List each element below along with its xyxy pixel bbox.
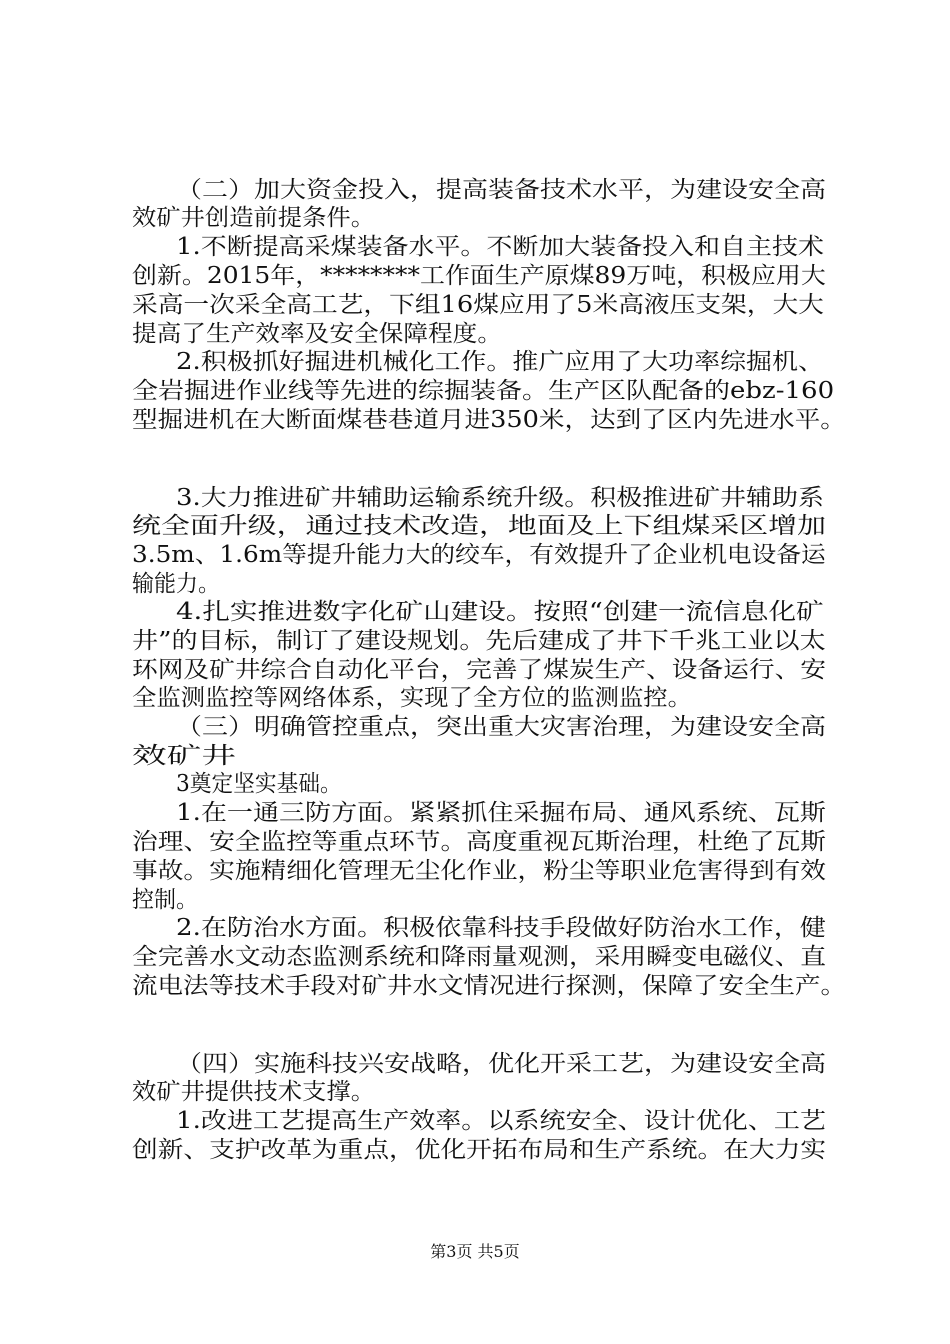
text-line: 3.5m、1.6m等提升能力大的绞车，有效提升了企业机电设备运 xyxy=(132,542,826,568)
text-line: 控制。 xyxy=(132,887,198,913)
text-line: 全监测监控等网络体系，实现了全方位的监测监控。 xyxy=(132,685,692,711)
text-line: 提高了生产效率及安全保障程度。 xyxy=(132,321,502,347)
text-line: 3奠定坚实基础。 xyxy=(176,771,342,797)
text-line: 创新。2015年，********工作面生产原煤89万吨，积极应用大 xyxy=(132,263,826,289)
text-line: 3.大力推进矿井辅助运输系统升级。积极推进矿井辅助系 xyxy=(176,485,824,511)
text-line: 治理、安全监控等重点环节。高度重视瓦斯治理，杜绝了瓦斯 xyxy=(132,829,826,855)
text-line: 环网及矿井综合自动化平台，完善了煤炭生产、设备运行、安 xyxy=(132,657,826,683)
text-line: 1.不断提高采煤装备水平。不断加大装备投入和自主技术 xyxy=(176,234,824,260)
text-line: 事故。实施精细化管理无尘化作业，粉尘等职业危害得到有效 xyxy=(132,858,826,884)
text-line: 4.扎实推进数字化矿山建设。按照“创建一流信息化矿 xyxy=(176,599,824,625)
page-footer: 第3页 共5页 xyxy=(430,1242,520,1261)
text-line: 2.在防治水方面。积极依靠科技手段做好防治水工作，健 xyxy=(176,915,826,941)
text-line: 1.改进工艺提高生产效率。以系统安全、设计优化、工艺 xyxy=(176,1108,826,1134)
text-line: 全完善水文动态监测系统和降雨量观测，采用瞬变电磁仪、直 xyxy=(132,944,826,970)
text-line: 1.在一通三防方面。紧紧抓住采掘布局、通风系统、瓦斯 xyxy=(176,800,826,826)
text-line: 2.积极抓好掘进机械化工作。推广应用了大功率综掘机、 xyxy=(176,349,824,375)
text-line: 井”的目标，制订了建设规划。先后建成了井下千兆工业以太 xyxy=(132,628,826,654)
text-line: （三）明确管控重点，突出重大灾害治理，为建设安全高 xyxy=(176,714,826,740)
text-line: （四）实施科技兴安战略，优化开采工艺，为建设安全高 xyxy=(176,1051,826,1077)
text-line: 效矿井提供技术支撑。 xyxy=(132,1079,375,1105)
text-line: 型掘进机在大断面煤巷巷道月进350米，达到了区内先进水平。 xyxy=(132,407,846,433)
text-line: 流电法等技术手段对矿井水文情况进行探测，保障了安全生产。 xyxy=(132,973,846,999)
text-line: 统全面升级，通过技术改造，地面及上下组煤采区增加 xyxy=(132,513,826,539)
text-line: （二）加大资金投入，提高装备技术水平，为建设安全高 xyxy=(176,177,826,203)
text-line: 效矿井创造前提条件。 xyxy=(132,205,375,231)
text-line: 全岩掘进作业线等先进的综掘装备。生产区队配备的ebz-160 xyxy=(132,378,835,404)
text-line: 采高一次采全高工艺，下组16煤应用了5米高液压支架，大大 xyxy=(132,292,824,318)
text-line: 创新、支护改革为重点，优化开拓布局和生产系统。在大力实 xyxy=(132,1137,826,1163)
text-line: 效矿井 xyxy=(132,743,236,769)
text-line: 输能力。 xyxy=(132,571,220,597)
